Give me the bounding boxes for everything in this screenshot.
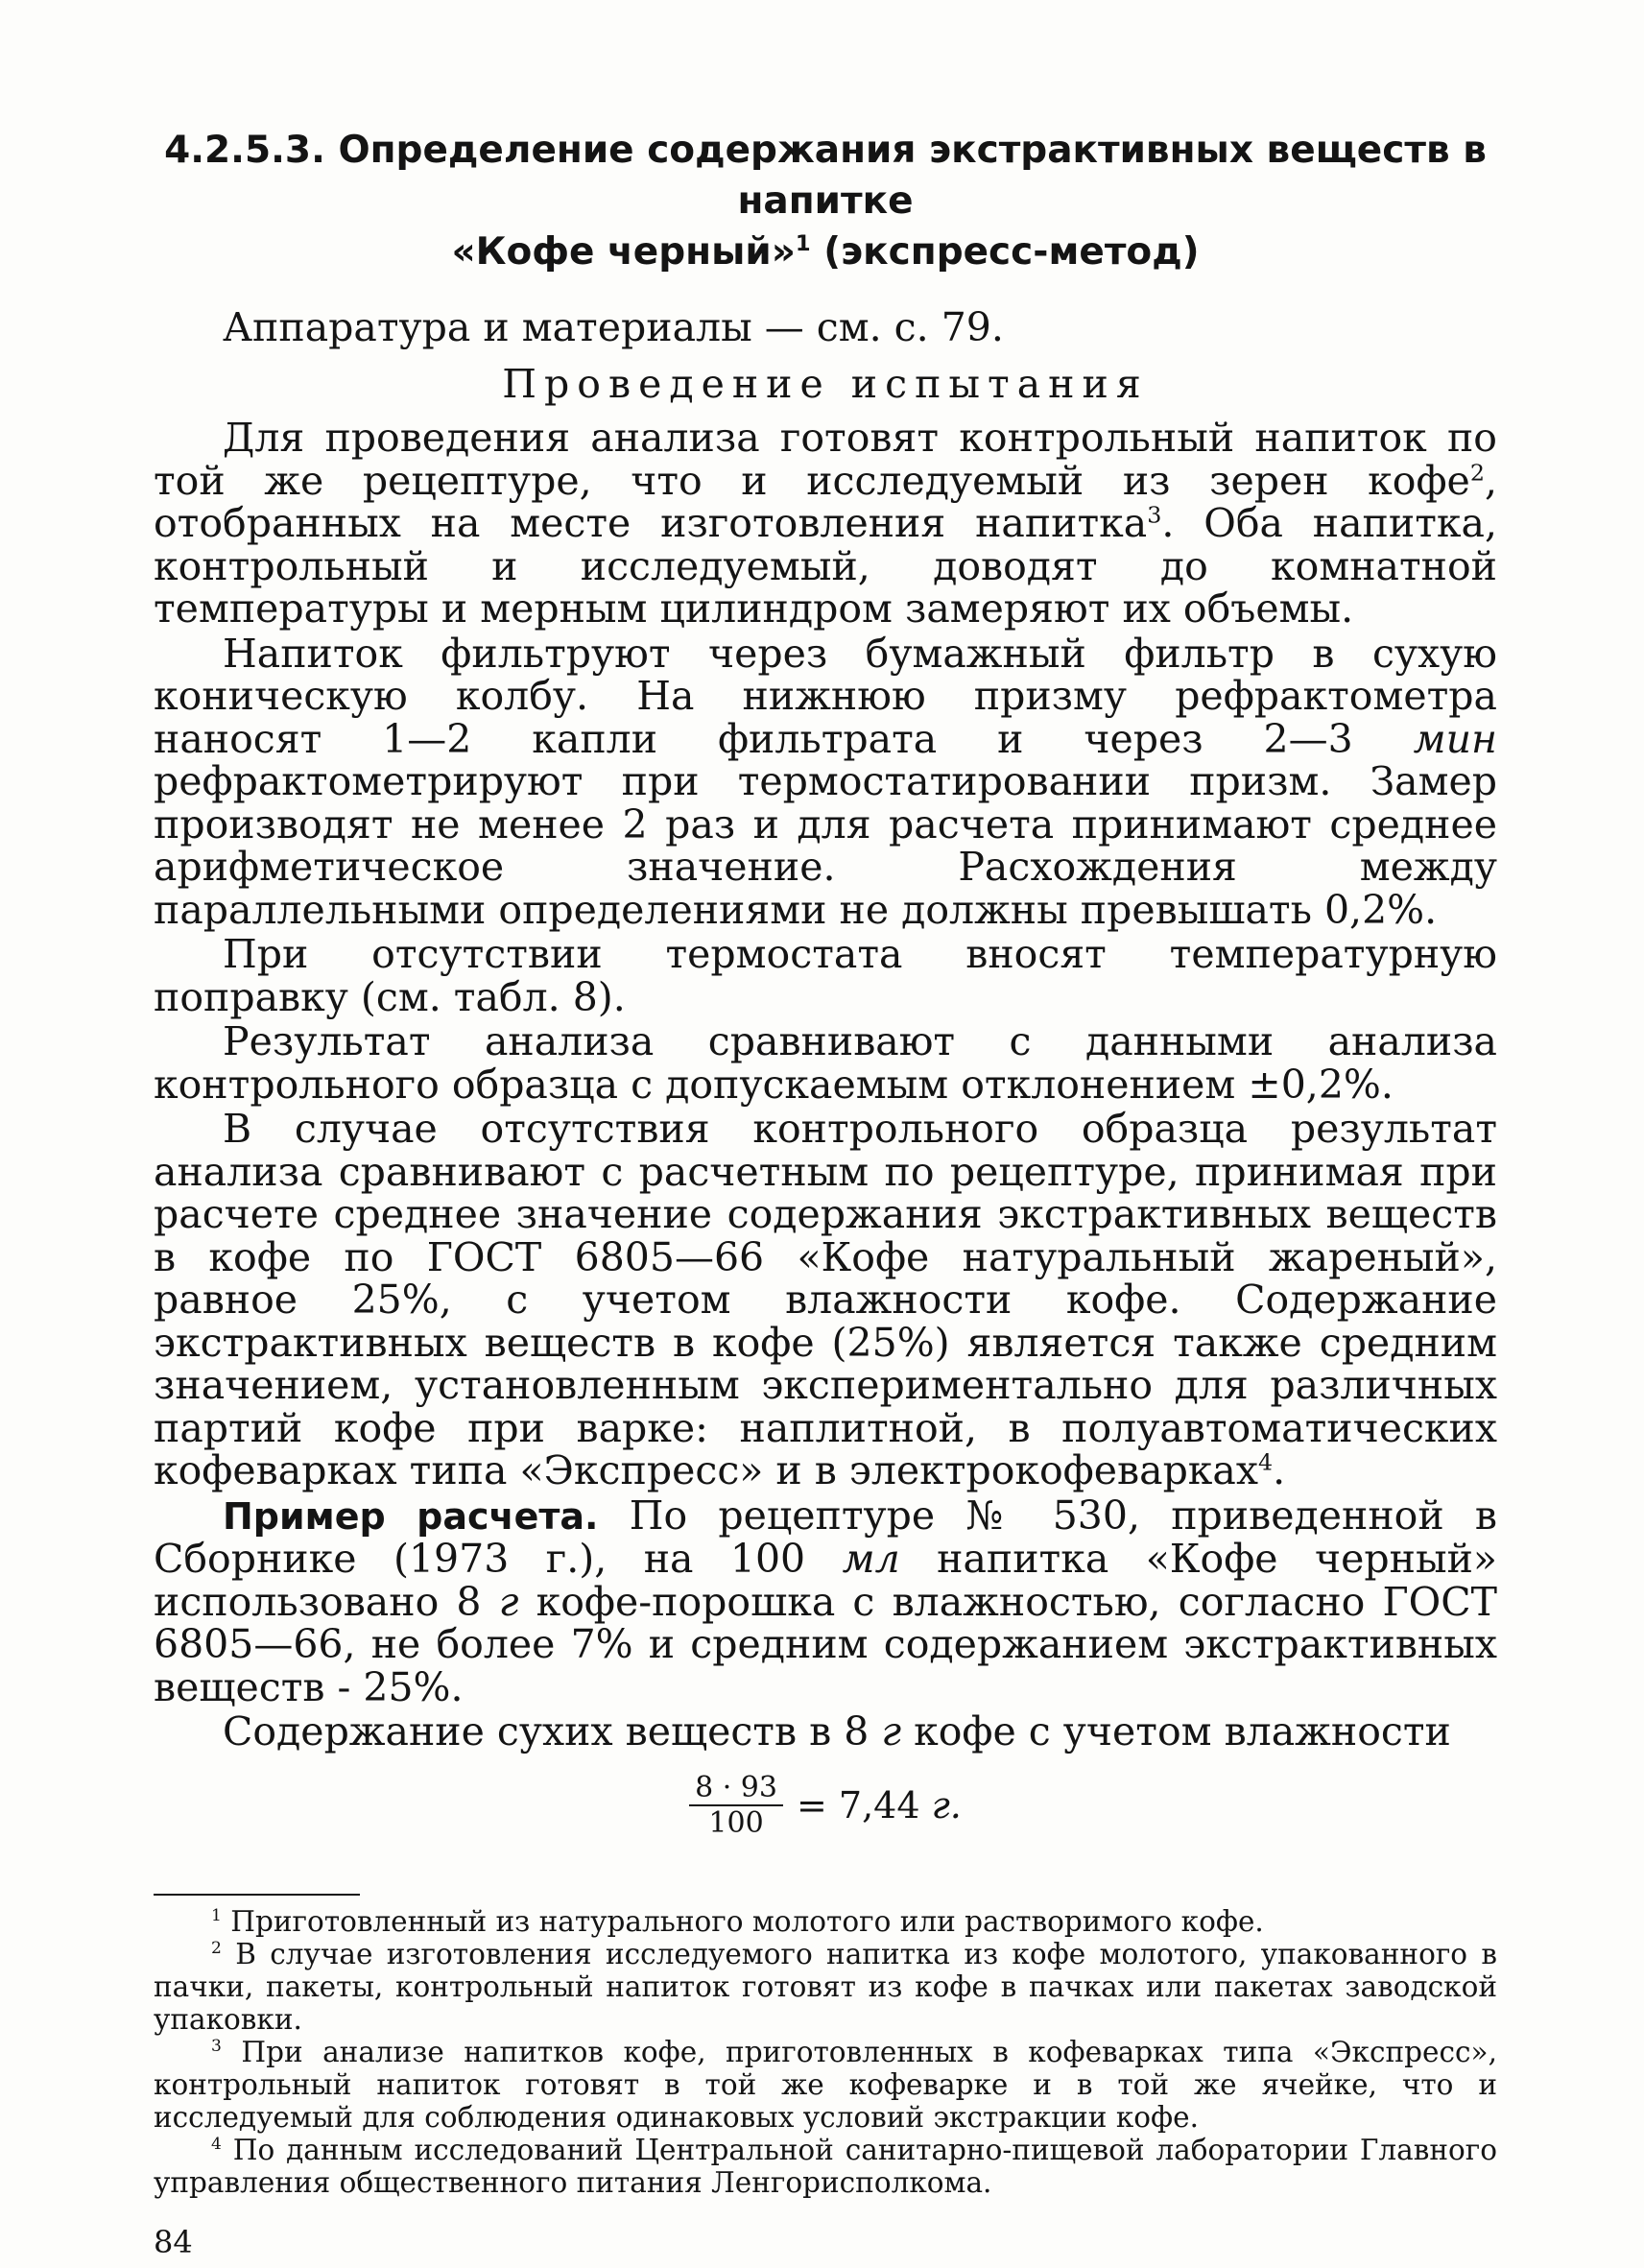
example-text-a: По рецептуре № 530, приведенной в Сборнике (1973 г.), на 100 [154,1492,1497,1582]
footnote-text-2: В случае изготовления исследуемого напитка из кофе молотого, упакованного в пачки, пакеты, контрольный напиток готовят из кофе в пачках или пакетах заводской упаковки. [154,1937,1497,2036]
footnotes [154,1905,1497,2199]
subsection-title: Проведение испытания [502,360,1149,407]
footnote-3 [154,2036,1497,2134]
example-paragraph [154,1494,1497,1709]
footnote-text-1: Приготовленный из натурального молотого или растворимого кофе. [221,1904,1264,1938]
heading-line-2-pre: «Кофе черный» [451,230,796,274]
footnote-mark-2: 2 [211,1938,222,1958]
dry-matter-text-b: кофе с учетом влажности [901,1708,1451,1755]
paragraph-3: При отсутствии термостата вносят температурную поправку (см. табл. 8). [154,931,1497,1020]
footnote-4 [154,2134,1497,2199]
dry-matter-unit: г [881,1708,902,1755]
heading-footnote-ref[interactable]: 1 [795,231,811,256]
formula-fraction [689,1772,783,1841]
dry-matter-paragraph [154,1710,1497,1754]
paragraph-1 [154,417,1497,631]
paragraph-2 [154,630,1497,933]
unit-ml: мл [842,1536,900,1582]
footnote-ref-2[interactable]: 2 [1469,458,1485,486]
paragraph-5 [154,1108,1497,1492]
footnote-text-4: По данным исследований Центральной санитарно-пищевой лаборатории Главного управления общественного питания Ленгорисполкома. [154,2133,1497,2199]
footnote-ref-4[interactable]: 4 [1258,1448,1274,1476]
footnote-text-3: При анализе напитков кофе, приготовленных в кофеварках типа «Экспресс», контрольный напиток готовят в той же кофеварке и в той же ячейке, что и исследуемый для соблюдения одинаковых условий экстракции кофе. [154,2035,1497,2134]
footnote-mark-4: 4 [211,2134,222,2154]
formula-denominator: 100 [708,1805,764,1840]
unit-minutes: мин [1413,715,1497,762]
formula-result: = 7,44 [796,1784,920,1827]
paragraph-5-text-b: . [1273,1447,1286,1493]
paragraph-1-text-b: , отобранных на месте изготовления напитка [154,457,1497,546]
unit-g: г [498,1578,519,1625]
paragraph-2-text-a: Напиток фильтруют через бумажный фильтр в сухую коническую колбу. На нижнюю призму рефрактометра наносят 1—2 капли фильтрата и через 2—3 [154,630,1497,762]
footnote-1 [154,1905,1497,1938]
example-label: Пример расчета. [223,1494,599,1538]
heading-line-2-post: (экспресс-метод) [810,230,1200,274]
formula-unit: г. [931,1784,962,1827]
paragraph-4: Результат анализа сравнивают с данными анализа контрольного образца с допускаемым отклонением ±0,2%. [154,1018,1497,1108]
footnote-mark-1: 1 [211,1905,222,1925]
paragraph-1-text-c: . Оба напитка, контрольный и исследуемый, доводят до комнатной температуры и мерным цилиндром замеряют их объемы. [154,500,1497,632]
paragraph-2-text-b: рефрактометрируют при термостатировании призм. Замер производят не менее 2 раз и для расчета принимают среднее арифметическое значение. Расхождения между параллельными определениями не должны превышать 0,2%. [154,758,1497,933]
footnote-divider [154,1894,360,1896]
calculation-formula [154,1763,1497,1850]
footnote-2 [154,1938,1497,2036]
footnote-ref-3[interactable]: 3 [1147,501,1162,529]
example-text-b: напитка «Кофе черный» использовано 8 [154,1536,1497,1625]
paragraph-5-text-a: В случае отсутствия контрольного образца результат анализа сравнивают с расчетным по рецептуре, принимая при расчете среднее значение содержания экстрактивных веществ в кофе по ГОСТ 6805—66 «Кофе натуральный жареный», равное 25%, с учетом влажности кофе. Содержание экстрактивных веществ в кофе (25%) является также средним значением, установленным экспериментально для различных партий кофе при варке: наплитной, в полуавтоматических кофеварках типа «Экспресс» и в электрокофеварках [154,1106,1497,1493]
page [154,125,1497,2260]
paragraph-1-text-a: Для проведения анализа готовят контрольный напиток по той же рецептуре, что и исследуемый из зерен кофе [154,415,1497,504]
footnote-mark-3: 3 [211,2036,222,2056]
apparatus-line: Аппаратура и материалы — см. с. 79. [223,304,1004,350]
dry-matter-text-a: Содержание сухих веществ в 8 [223,1708,882,1755]
example-text-c: кофе-порошка с влажностью, согласно ГОСТ 6805—66, не более 7% и средним содержанием экстрактивных веществ - 25%. [154,1578,1497,1710]
formula-numerator: 8 · 93 [689,1772,783,1806]
section-heading [154,125,1497,277]
body-text [154,306,1497,1850]
page-number: 84 [154,2223,193,2260]
heading-line-1: 4.2.5.3. Определение содержания экстрактивных веществ в напитке [164,129,1487,223]
